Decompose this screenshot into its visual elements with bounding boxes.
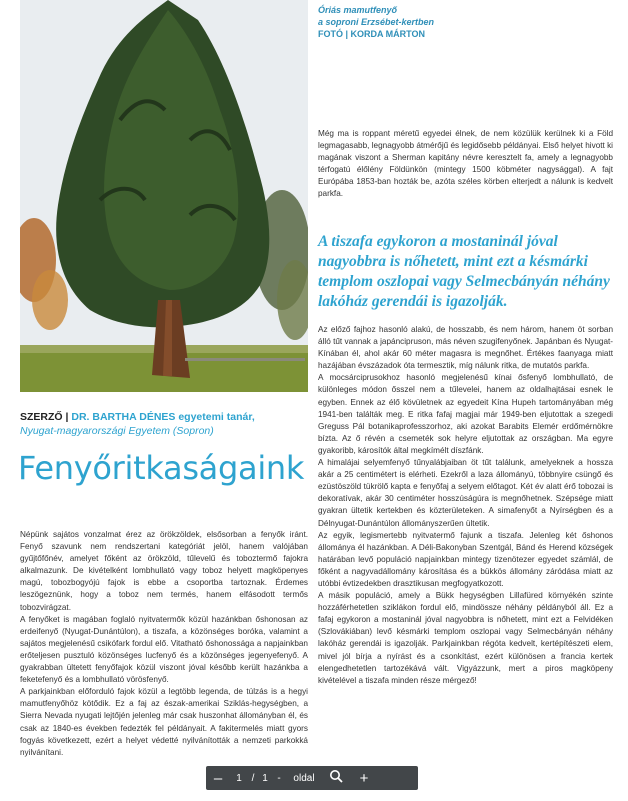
page-separator: / xyxy=(251,772,255,784)
caption-credit: FOTÓ | KORDA MÁRTON xyxy=(318,29,426,39)
body-paragraph: A himalájai selyemfenyő tűnyalábjaiban öt tűt találunk, amelyeknek a hossza akár a 25 centimétert is elérheti. Ezekről a laza állományú, többnyire csüngő és ezüstöszöld tükrölő kapta e fenyőfaj a selyem előtagot. Két év alatt érő tobozai is dekoratívak, akár 30 centiméter hosszúságúra is megnőhetnek. Szépsége miatt gyakran ültetik kertekben és közterületeken. A simafenyőt a Nyírségben és a Délnyugat-Dunántúlon állományszerűen ültetik. xyxy=(318,458,613,528)
zoom-out-button[interactable]: – xyxy=(213,769,223,787)
pdf-viewer-toolbar xyxy=(206,766,418,790)
body-paragraph: Az előző fajhoz hasonló alakú, de hosszabb, és nem három, hanem öt sorban álló tűt vannak a japáncipruson, más néven szugifenyőnek. Japánban és Nyugat-Kínában él, ahol akár 60 méter magasra is megnőhet. Értékes faanyaga miatt hazájában évszázadok óta termesztik, míg nálunk ritka, de mutatós parkfa. xyxy=(318,325,613,371)
page-dash: - xyxy=(277,772,281,784)
body-paragraph: Még ma is roppant méretű egyedei élnek, de nem közülük kerülnek ki a Föld legmagasabb, legnagyobb átmérőjű és legidősebb példányai. Első helyet hivott ki magának viszont a Sherman kapitány névre keresztelt fa, amely a legnagyobb térfogatú élőlény Földünkön (mintegy 1500 köbméter nagysággal). A fajt Európába 1853-ban hozták be, azóta széles körben elterjedt a nálunk is kedvelt parkfa. xyxy=(318,129,613,199)
right-main-column xyxy=(318,324,613,687)
page-word: oldal xyxy=(293,772,315,784)
right-top-column xyxy=(318,128,613,201)
sequoia-tree-image xyxy=(20,0,308,392)
author-label: SZERZŐ | xyxy=(20,411,69,423)
body-paragraph: A másik populáció, amely a Bükk hegységben Lillafüred környékén szinte hozzáférhetetlen sziklákon fordul elő, mindössze néhány példányból áll. Ez a fafaj egykoron a mostaninál jóval nagyobbra is nőhetett, mint ezt a Felvidéken (Szlovákiában) levő késmárki templom oszlopai vagy Selmecbányán néhány lakóház gerendái is igazolják. Parkjainkban régóta kedvelt, kertépítészeti elem, mivel jól bírja a nyírást és a csonkítást, ezért különösen a francia kertek elengedhetetlen tartozékává vált. Vigyázzunk, mert a piros magköpeny kivételével a tiszafa minden része mérgező! xyxy=(318,591,613,685)
page-total: 1 xyxy=(262,772,268,784)
magnifier-icon xyxy=(329,769,343,783)
body-paragraph: Az egyik, legismertebb nyitvatermő fajunk a tiszafa. Jelenleg két őshonos állománya él hazánkban. A Déli-Bakonyban Szentgál, Bánd és Herend községek határában levő populáció napjainkban mintegy tizenötezer egyedet számlál, de főként a nagyvadállomány károsítása és a bükkös állomány záródása miatt az utóbbi évtizedekben drasztikusan megfogyatkozott. xyxy=(318,530,613,588)
photo-caption xyxy=(318,4,498,40)
zoom-in-button[interactable]: + xyxy=(359,769,369,787)
article-title: Fenyőritkaságaink xyxy=(18,449,305,487)
pull-quote: A tiszafa egykoron a mostaninál jóval nagyobbra is nőhetett, mint ezt a késmárki templom oszlopai vagy Selmecbányán néhány lakóház gerendái is igazolják. xyxy=(318,233,610,310)
body-paragraph: Népünk sajátos vonzalmat érez az örökzöldek, elsősorban a fenyők iránt. Fenyő szavunk nem rendszertani kategóriát jelöl, hanem valójában gyűjtőfőnév, amelyet főként az örökzöld, tűlevelű és toboztermő fajokra alkalmazunk. De kivételként lombhullató vagy toboz helyett magköpenyes magú, tobozbogyójú fajok is ebbe a csoportba tartoznak. Érdemes leszögeznünk, hogy a toboz nem termés, hanem elfásodott termős tobozvirágzat. xyxy=(20,530,308,612)
caption-line-1: Óriás mamutfenyő xyxy=(318,5,398,15)
author-affiliation: Nyugat-magyarországi Egyetem (Sopron) xyxy=(20,425,214,437)
author-block xyxy=(20,410,308,438)
page-current[interactable]: 1 xyxy=(236,772,242,784)
body-paragraph: A parkjainkban előforduló fajok közül a legtöbb legenda, de túlzás is a hegyi mamutfenyőhöz kötődik. Ez a faj az észak-amerikai Sziklás-hegységben, a Sierra Nevada nyugati lejtőjén jelenleg már csak huszonhat állományban él, és csak az 1840-es években fedezték fel példányait. A fakitermelés miatt gyors fogyás következett, ezért a helyet védetté nyilvánították a nemzeti parkokká nyilvánítani. xyxy=(20,687,308,757)
sequoia-photo xyxy=(20,0,308,392)
caption-line-2: a soproni Erzsébet-kertben xyxy=(318,17,435,27)
body-paragraph: A fenyőket is magában foglaló nyitvatermők közül hazánkban őshonosan az erdeifenyő (Nyugat-Dunántúlon), a tiszafa, a közönséges boróka, valamint a sajátos megjelenésű csikófark fordul elő. Vitatható őshonossága a napjainkban erőteljesen pusztuló közönséges lucfenyő és a közönséges jegenyefenyő. A gyakrabban ültetett fenyőfajok közül viszont jóval később került hazánkba a feketefenyő és a lombhullató vörösfenyő. xyxy=(20,614,308,685)
search-icon[interactable] xyxy=(322,769,350,787)
author-name: DR. BARTHA DÉNES egyetemi tanár, xyxy=(71,411,255,423)
left-main-column xyxy=(20,529,308,759)
body-paragraph: A mocsárciprusokhoz hasonló megjelenésű kínai ősfenyő lombhullató, de különleges módon ősszel nem a tűlevelei, hanem az oldalhajtásai esnek le egyben. Ennek az élő kövületnek az egyedeit Kína Hupeh tartományában még 1941-ben találták meg. E ritka fafaj magjai már 1949-ben eljutottak a szegedi Greguss Pál botanikaprofesszorhoz, aki azokat Barabits Elemér erdőmérnökre bízta. Az ő révén a csemeték sok helyre eljutottak az országban. Ma egyre gyakoribb, károsítók által megkímélt díszfánk. xyxy=(318,373,613,455)
